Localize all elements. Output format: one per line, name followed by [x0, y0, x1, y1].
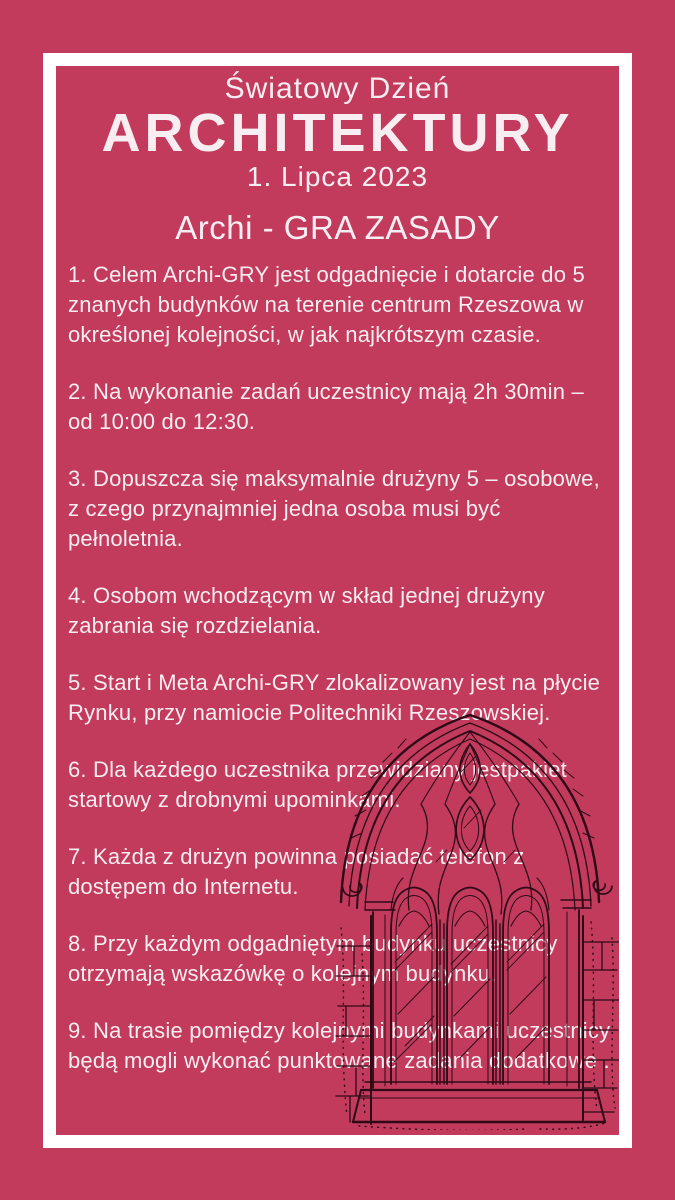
rule-item-9: 9. Na trasie pomiędzy kolejnymi budynkami uczestnicy będą mogli wykonać punktowane zadania dodatkowe . — [68, 1018, 611, 1073]
rules-list — [56, 260, 619, 1076]
rule-item-5: 5. Start i Meta Archi-GRY zlokalizowany jest na płycie Rynku, przy namiocie Politechniki Rzeszowskiej. — [68, 670, 601, 725]
rule-item-6: 6. Dla każdego uczestnika przewidziany jestpakiet startowy z drobnymi upominkami. — [68, 757, 567, 812]
rule-item-1: 1. Celem Archi-GRY jest odgadnięcie i dotarcie do 5 znanych budynków na terenie centrum Rzeszowa w określonej kolejności, w jak najkrótszym czasie. — [68, 262, 585, 347]
rule-item-3: 3. Dopuszcza się maksymalnie drużyny 5 – osobowe, z czego przynajmniej jedna osoba musi być pełnoletnia. — [68, 466, 600, 551]
rule-item-7: 7. Każda z drużyn powinna posiadać telefon z dostępem do Internetu. — [68, 844, 525, 899]
rule-item-2: 2. Na wykonanie zadań uczestnicy mają 2h 30min – od 10:00 do 12:30. — [68, 379, 584, 434]
event-date: 1. Lipca 2023 — [246, 161, 429, 192]
event-subtitle: Światowy Dzień — [224, 72, 451, 105]
rule-item-4: 4. Osobom wchodzącym w skład jednej drużyny zabrania się rozdzielania. — [68, 583, 545, 638]
poster-content — [56, 66, 619, 1103]
event-title: ARCHITEKTURY — [101, 103, 574, 163]
section-title: Archi - GRA ZASADY — [175, 209, 500, 246]
rule-item-8: 8. Przy każdym odgadniętym budynku uczestnicy otrzymają wskazówkę o kolejnym budynku. — [68, 931, 558, 986]
poster-header — [56, 71, 619, 193]
